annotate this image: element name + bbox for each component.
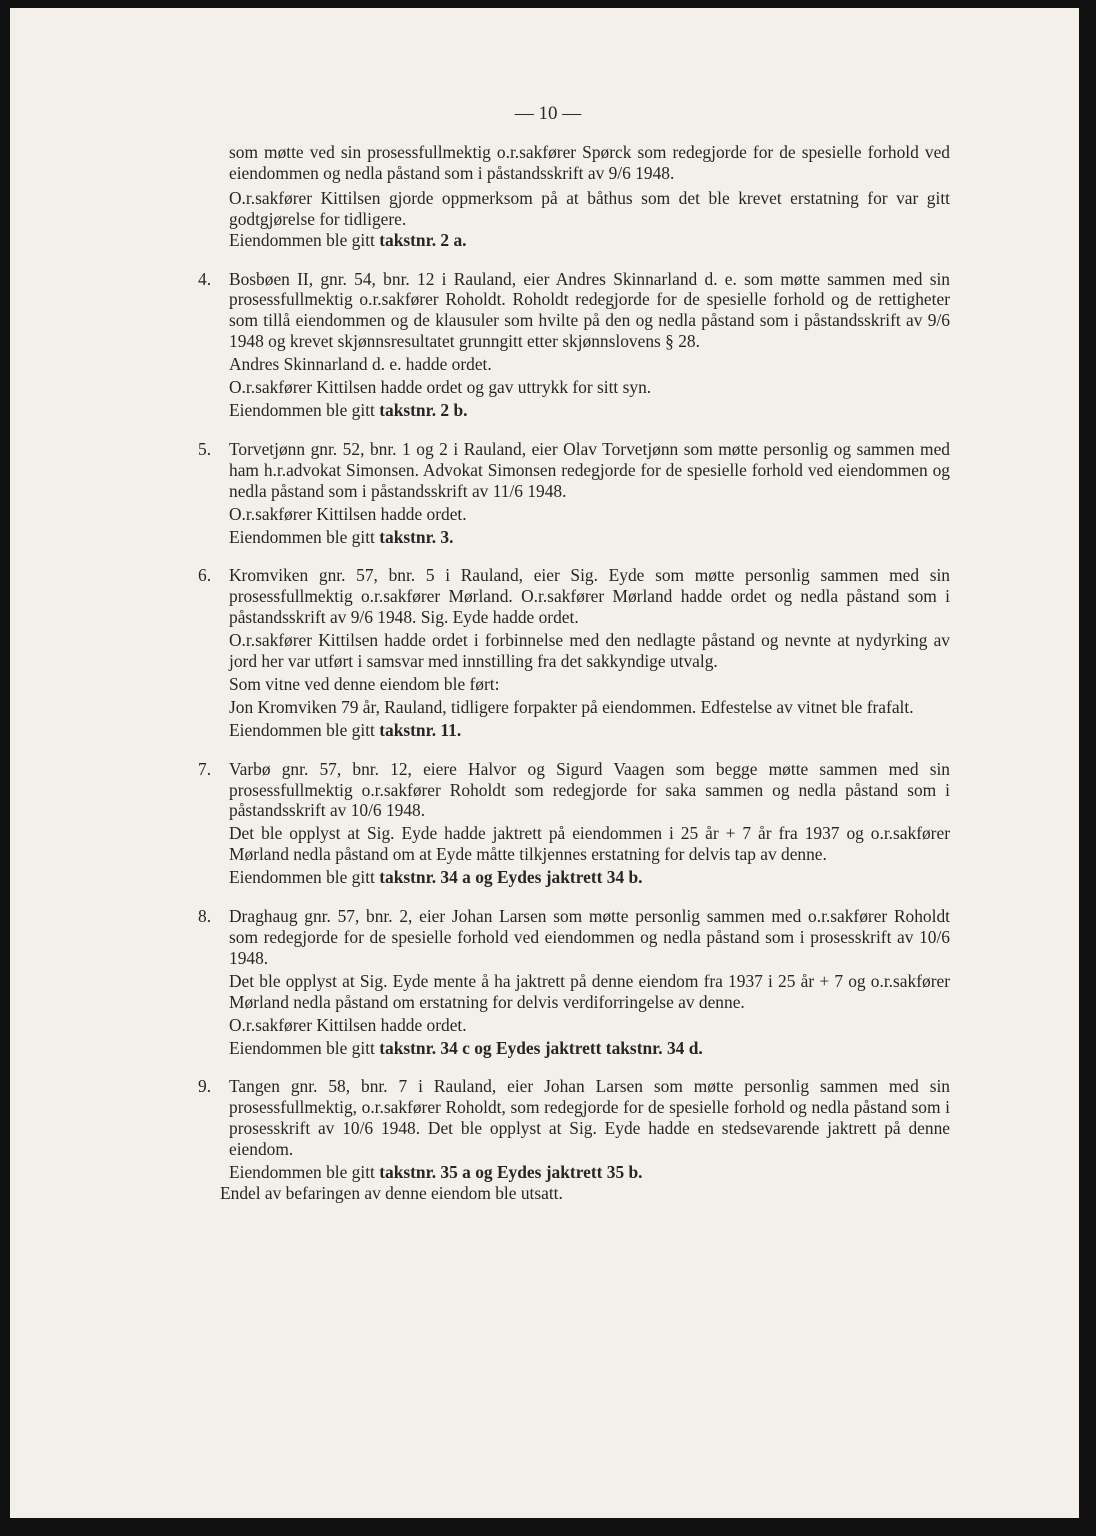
item-paragraph: O.r.sakfører Kittilsen hadde ordet i forbinnelse med den nedlagte påstand og nevnte at nydyrking av jord her var utført i samsvar med innstilling fra det sakkyndige utvalg. xyxy=(229,630,950,672)
item-paragraph: Det ble opplyst at Sig. Eyde hadde jaktrett på eiendommen i 25 år + 7 år fra 1937 og o.r.sakfører Mørland nedla påstand om at Eyde måtte tilkjennes erstatning for delvis tap av denne. xyxy=(229,823,950,865)
property-item-8 xyxy=(198,906,950,1058)
item-valuation: Eiendommen ble gitt takstnr. 34 a og Eydes jaktrett 34 b. xyxy=(229,867,643,888)
intro-paragraph: O.r.sakfører Kittilsen gjorde oppmerksom på at båthus som det ble krevet erstatning for var gitt godtgjørelse for tidligere. xyxy=(229,187,950,229)
property-item-5 xyxy=(198,439,950,548)
item-paragraph: Varbø gnr. 57, bnr. 12, eiere Halvor og Sigurd Vaagen som begge møtte sammen med sin prosessfullmektig o.r.sakfører Roholdt som redegjorde for saka sammen og nedla påstand som i påstandsskrift av 10/6 1948. xyxy=(229,758,950,821)
intro-paragraph: som møtte ved sin prosessfullmektig o.r.sakfører Spørck som redegjorde for de spesielle forhold ved eiendommen og nedla påstand som i påstandsskrift av 9/6 1948. xyxy=(229,142,950,183)
item-number: 5. xyxy=(198,438,212,459)
item-paragraph: Andres Skinnarland d. e. hadde ordet. xyxy=(229,354,492,375)
item-paragraph: Tangen gnr. 58, bnr. 7 i Rauland, eier Johan Larsen som møtte personlig sammen med sin prosessfullmektig, o.r.sakfører Roholdt, som redegjorde for de spesielle forhold og nedla påstand som i prosesskrift av 10/6 1948. Det ble opplyst at Sig. Eyde hadde en stedsevarende jaktrett på denne eiendom. xyxy=(229,1076,950,1160)
document-body xyxy=(198,142,950,1204)
item-number: 8. xyxy=(198,906,212,927)
item-paragraph: O.r.sakfører Kittilsen hadde ordet. xyxy=(229,1014,467,1035)
property-item-9 xyxy=(198,1076,950,1183)
item-number: 4. xyxy=(198,268,212,289)
item-number: 9. xyxy=(198,1076,212,1097)
item-valuation: Eiendommen ble gitt takstnr. 34 c og Eydes jaktrett takstnr. 34 d. xyxy=(229,1037,703,1058)
item-number: 6. xyxy=(198,565,212,586)
property-item-4 xyxy=(198,269,950,421)
item-valuation: Eiendommen ble gitt takstnr. 2 b. xyxy=(229,399,468,420)
item-paragraph: Jon Kromviken 79 år, Rauland, tidligere forpakter på eiendommen. Edfestelse av vitnet ble frafalt. xyxy=(229,696,914,717)
item-valuation: Eiendommen ble gitt takstnr. 11. xyxy=(229,719,462,740)
item-paragraph: Kromviken gnr. 57, bnr. 5 i Rauland, eier Sig. Eyde som møtte personlig sammen med sin prosessfullmektig o.r.sakfører Mørland. O.r.sakfører Mørland hadde ordet og nedla påstand som i påstandsskrift av 9/6 1948. Sig. Eyde hadde ordet. xyxy=(229,565,950,628)
property-item-7 xyxy=(198,759,950,888)
intro-valuation: Eiendommen ble gitt takstnr. 2 a. xyxy=(229,229,467,250)
property-item-6 xyxy=(198,565,950,740)
item-paragraph: Torvetjønn gnr. 52, bnr. 1 og 2 i Rauland, eier Olav Torvetjønn som møtte personlig og sammen med ham h.r.advokat Simonsen. Advokat Simonsen redegjorde for de spesielle forhold ved eiendommen og nedla påstand som i påstandsskrift av 11/6 1948. xyxy=(229,438,950,501)
page-number: — 10 — xyxy=(514,103,582,124)
item-paragraph: O.r.sakfører Kittilsen hadde ordet. xyxy=(229,503,467,524)
item-paragraph: Bosbøen II, gnr. 54, bnr. 12 i Rauland, eier Andres Skinnarland d. e. som møtte sammen med sin prosessfullmektig o.r.sakfører Roholdt. Roholdt redegjorde for de spesielle forhold og de rettigheter som tillå eiendommen og de klausuler som hvilte på den og nedla påstand som i påstandsskrift av 9/6 1948 og krevet skjønnsresultatet grunngitt etter skjønnslovens § 28. xyxy=(229,268,950,352)
closing-note: Endel av befaringen av denne eiendom ble utsatt. xyxy=(220,1182,563,1203)
item-paragraph: Det ble opplyst at Sig. Eyde mente å ha jaktrett på denne eiendom fra 1937 i 25 år + 7 og o.r.sakfører Mørland nedla påstand om erstatning for delvis verdiforringelse av denne. xyxy=(229,970,950,1012)
item-paragraph: Draghaug gnr. 57, bnr. 2, eier Johan Larsen som møtte personlig sammen med o.r.sakfører Roholdt som redegjorde for de spesielle forhold ved eiendommen og nedla påstand som i prosesskrift av 10/6 1948. xyxy=(229,906,950,968)
item-number: 7. xyxy=(198,758,212,779)
item-paragraph: Som vitne ved denne eiendom ble ført: xyxy=(229,673,500,694)
item-valuation: Eiendommen ble gitt takstnr. 3. xyxy=(229,526,454,547)
item-valuation: Eiendommen ble gitt takstnr. 35 a og Eydes jaktrett 35 b. xyxy=(229,1162,643,1183)
item-paragraph: O.r.sakfører Kittilsen hadde ordet og gav uttrykk for sitt syn. xyxy=(229,377,652,398)
